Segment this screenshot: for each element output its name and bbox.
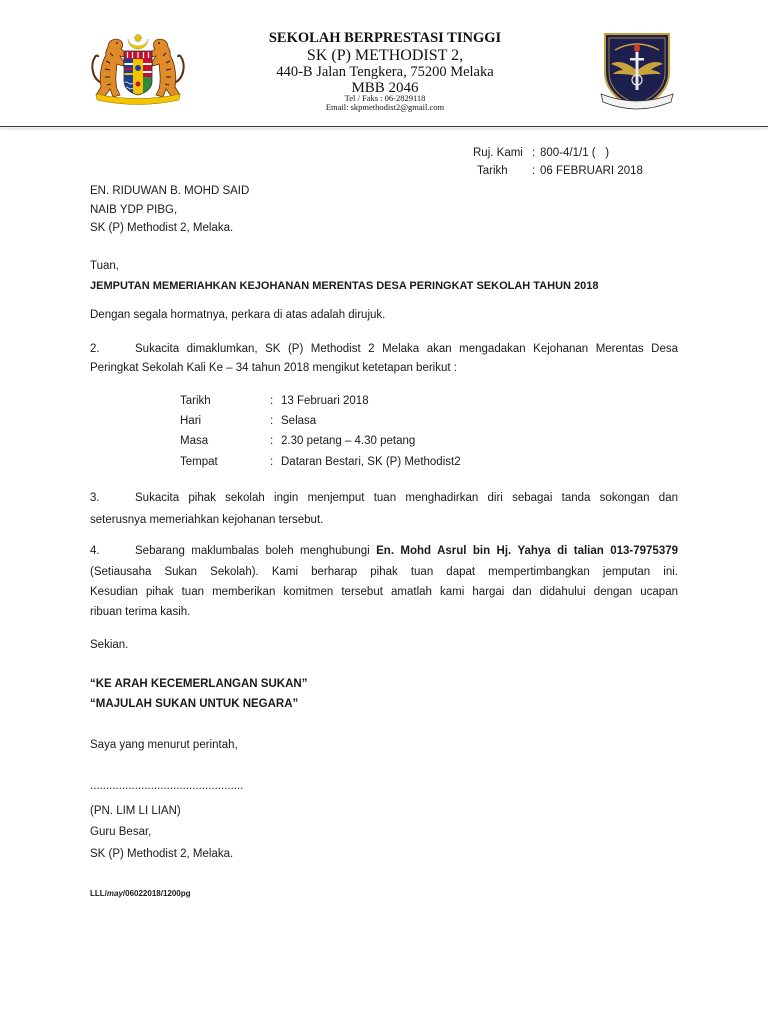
paragraph-3-line-1 [90, 490, 678, 506]
file-reference [90, 888, 191, 900]
paragraph-4-line-2: (Setiausaha Sukan Sekolah). Kami berharap pihak tuan dapat mempertimbangkan jemputan ini. [90, 566, 678, 578]
signatory-school: SK (P) Methodist 2, Melaka. [90, 848, 234, 860]
letterhead-address: 440-B Jalan Tengkera, 75200 Melaka [276, 64, 494, 80]
paragraph-number: 2. [90, 343, 100, 355]
detail-label: Tarikh [180, 395, 211, 407]
file-reference-prefix: LLL/ [90, 889, 107, 898]
contact-connector: di talian [550, 545, 611, 557]
letterhead-email: Email: skpmethodist2@gmail.com [325, 102, 445, 112]
date-label: Tarikh [477, 165, 508, 177]
header-divider [0, 126, 768, 127]
detail-label: Tempat [180, 456, 218, 468]
recipient-address: SK (P) Methodist 2, Melaka. [90, 222, 234, 234]
reference-label: Ruj. Kami [473, 147, 523, 159]
motto-banner [96, 94, 180, 105]
paragraph-text [135, 543, 678, 559]
date-value: 06 FEBRUARI 2018 [540, 165, 643, 177]
detail-value: Selasa [281, 415, 317, 427]
motto-line: “KE ARAH KECEMERLANGAN SUKAN” [90, 678, 308, 690]
date-separator: : [532, 165, 536, 177]
shield-stripe [124, 73, 133, 75]
signatory-name: (PN. LIM LI LIAN) [90, 805, 181, 817]
reference-separator: : [532, 147, 536, 159]
recipient-name: EN. RIDUWAN B. MOHD SAID [90, 185, 250, 197]
badge-flame [634, 44, 640, 52]
detail-separator: : [270, 435, 274, 447]
contact-phone: 013-7975379 [610, 545, 679, 557]
detail-value: 13 Februari 2018 [281, 395, 369, 407]
detail-value: 2.30 petang – 4.30 petang [281, 435, 416, 447]
signatory-title: Guru Besar, [90, 826, 152, 838]
reference-value: 800-4/1/1 ( ) [540, 147, 610, 159]
shield-stripe [124, 63, 133, 65]
recipient-position: NAIB YDP PIBG, [90, 204, 178, 216]
opening-line: Dengan segala hormatnya, perkara di atas adalah dirujuk. [90, 309, 386, 321]
tiger-eye [116, 42, 118, 44]
paragraph-text: Sukacita pihak sekolah ingin menjemput tuan menghadirkan diri sebagai tanda sokongan dan [135, 492, 678, 504]
sign-off: Saya yang menurut perintah, [90, 739, 238, 751]
subject-heading: JEMPUTAN MEMERIAHKAN KEJOHANAN MERENTAS DESA PERINGKAT SEKOLAH TAHUN 2018 [90, 280, 599, 292]
paragraph-4-line-3: Kesudian pihak tuan memberikan komitmen tersebut amatlah kami hargai dan didahului dengan ucapan [90, 586, 678, 598]
letterhead-school: SK (P) METHODIST 2, [306, 47, 464, 64]
paragraph-2-line-2: Peringkat Sekolah Kali Ke – 34 tahun 2018 mengikut ketetapan berikut : [90, 362, 457, 374]
star-icon [134, 34, 143, 43]
shield-flower [136, 82, 141, 87]
letterhead-title: SEKOLAH BERPRESTASI TINGGI [268, 30, 502, 46]
arms-shield [124, 51, 152, 97]
shield-emblem [135, 65, 141, 71]
detail-separator: : [270, 395, 274, 407]
badge-crossguard [630, 58, 644, 61]
paragraph-text: Sukacita dimaklumkan, SK (P) Methodist 2 Melaka akan mengadakan Kejohanan Merentas Desa [135, 343, 678, 355]
contact-person: En. Mohd Asrul bin Hj. Yahya [376, 545, 551, 557]
paragraph-4-line-4: ribuan terima kasih. [90, 606, 191, 618]
tiger-body [150, 39, 180, 97]
paragraph-3-line-2: seterusnya memeriahkan kejohanan tersebut. [90, 514, 324, 526]
paragraph-2-line-1 [90, 341, 678, 357]
closing: Sekian. [90, 639, 129, 651]
salutation: Tuan, [90, 260, 119, 272]
detail-separator: : [270, 415, 274, 427]
detail-separator: : [270, 456, 274, 468]
detail-label: Hari [180, 415, 202, 427]
shield-mid-right [143, 59, 152, 77]
signature-line: ................................................ [90, 780, 244, 792]
paragraph-number: 4. [90, 545, 100, 557]
right-tiger [150, 39, 184, 97]
shield-stripe [143, 63, 152, 65]
shield-stripe [143, 71, 152, 73]
detail-label: Masa [180, 435, 209, 447]
file-reference-initials: may [106, 889, 123, 898]
tiger-eye [158, 42, 160, 44]
letterhead-code: MBB 2046 [351, 80, 419, 96]
file-reference-suffix: /06022018/1200pg [122, 889, 191, 898]
shield-stripe [124, 68, 133, 70]
tiger-body [96, 39, 126, 97]
letterhead-tel: Tel / Faks : 06-2829118 [344, 93, 426, 103]
school-badge-icon [597, 28, 677, 116]
motto-line: “MAJULAH SUKAN UNTUK NEGARA” [90, 698, 299, 710]
paragraph-text-intro: Sebarang maklumbalas boleh menghubungi [135, 545, 377, 557]
paragraph-4-line-1 [90, 543, 678, 559]
left-tiger [92, 39, 126, 97]
detail-value: Dataran Bestari, SK (P) Methodist2 [281, 456, 461, 468]
coat-of-arms-icon [86, 31, 190, 109]
paragraph-number: 3. [90, 492, 100, 504]
